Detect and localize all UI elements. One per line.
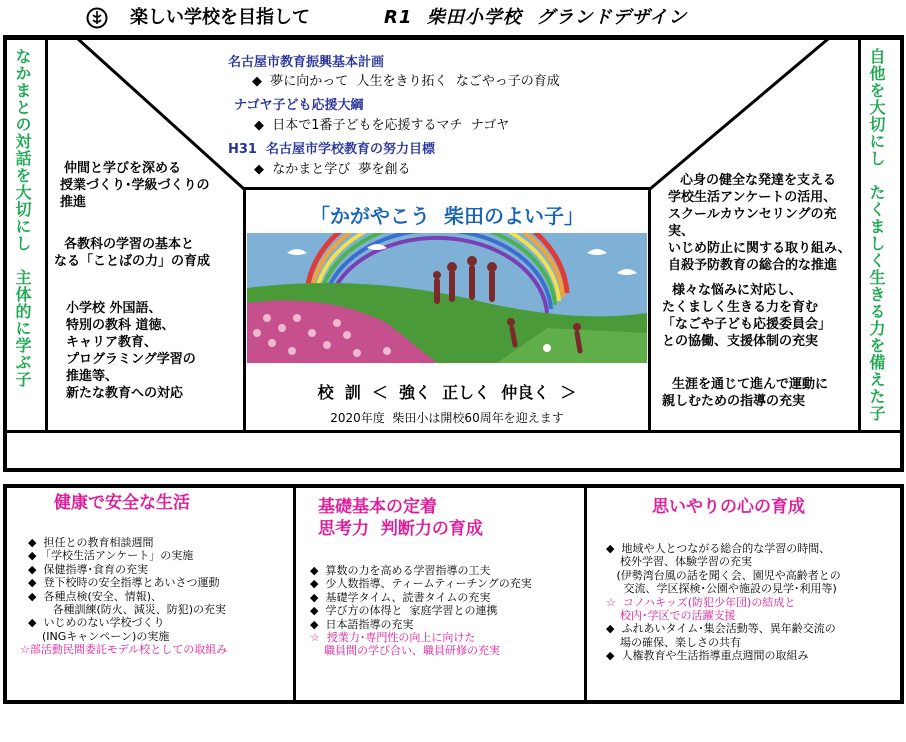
school-motto: 校 訓 ＜ 強く 正しく 仲良く ＞	[317, 383, 577, 402]
list-item: 校外学習、体験学習の充実	[606, 555, 752, 569]
list-item: ◆ 学び方の体得と 家庭学習との連携	[310, 604, 498, 618]
bottom-divider-2	[584, 486, 587, 702]
anniversary-note: 2020年度 柴田小は開校60周年を迎えます	[330, 411, 564, 425]
list-item: ◆ 日本語指導の充実	[310, 617, 414, 631]
list-item: ◆ 担任との教育相談週間	[28, 536, 154, 549]
list-item: ☆部活動民間委託モデル校としての取組み	[20, 643, 228, 657]
plan-heading: 名古屋市教育振興基本計画	[228, 55, 385, 70]
col-title: 思考力 判断力の育成	[318, 519, 483, 539]
list-item: ◆ 人権教育や生活指導重点週間の取組み	[606, 649, 809, 663]
left-item-1: 仲間と学びを深める 授業づくり･学級づくりの 推進	[60, 161, 210, 210]
list-item: ◆ 登下校時の安全指導とあいさつ運動	[28, 576, 220, 590]
bottom-frame-left	[3, 484, 7, 704]
list-item: 交流、学区探検･公園や施設の見学･利用等)	[606, 582, 837, 596]
school-mural-image	[247, 233, 647, 363]
list-item: ◆ いじめのない学校づくり	[28, 616, 165, 630]
right-vertical-goal: 自他を大切にし たくましく生きる力を備えた子	[867, 48, 886, 422]
list-item: ◆ 「学校生活アンケート」の実施	[28, 549, 194, 563]
bottom-frame-right	[900, 484, 904, 704]
col-title: 思いやりの心の育成	[652, 497, 805, 517]
list-item: ☆ コノハキッズ(防犯少年団)の結成と	[606, 595, 796, 609]
col-items	[606, 542, 898, 663]
left-item-2: 各教科の学習の基本と なる「ことばの力」の育成	[54, 237, 211, 269]
top-center-plans	[226, 54, 656, 180]
col-title: 基礎基本の定着	[318, 497, 437, 517]
plan-heading: ナゴヤ子ども応援大綱	[234, 98, 364, 113]
list-item: (伊勢湾台風の話を聞く会、園児や高齢者との	[606, 568, 841, 582]
col-items	[310, 564, 582, 658]
list-item: ◆ 各種点検(安全、情報)、	[28, 589, 163, 603]
list-item: ☆ 授業力･専門性の向上に向けた	[310, 631, 476, 645]
bottom-col-health	[10, 492, 292, 657]
left-vertical-goal: なかまとの対話を大切にし 主体的に学ぶ子	[13, 48, 32, 388]
plan-item: ◆ なかまと学び 夢を創る	[254, 162, 411, 177]
plan-item: ◆ 日本で1番子どもを応援するマチ ナゴヤ	[254, 118, 510, 133]
left-item-3: 小学校 外国語、 特別の教科 道徳、 キャリア教育、 プログラミング学習の 推進等、 新たな教育への対応	[66, 301, 196, 401]
list-item: (INGキャンペーン)の実施	[28, 629, 170, 643]
col-title: 健康で安全な生活	[54, 493, 190, 513]
col-items	[20, 536, 292, 657]
list-item: 場の確保、楽しさの共有	[606, 635, 741, 649]
bottom-frame-top	[3, 484, 904, 488]
list-item: ◆ 保健指導･食育の充実	[28, 562, 148, 576]
school-slogan: 「かがやこう 柴田のよい子」	[310, 204, 584, 228]
bottom-col-kindness	[592, 496, 898, 663]
list-item: ◆ 地域や人とつながる総合的な学習の時間、	[606, 542, 831, 555]
bottom-frame-bottom	[3, 700, 904, 704]
plan-item: ◆ 夢に向かって 人生をきり拓く なごやっ子の育成	[252, 74, 560, 89]
list-item: ◆ 少人数指導、ティームティーチングの充実	[310, 577, 532, 591]
list-item: ◆ 算数の力を高める学習指導の工夫	[310, 564, 491, 577]
list-item: 校内･学区での活躍支援	[606, 609, 736, 623]
header-title-left: 楽しい学校を目指して	[130, 7, 310, 28]
list-item: ◆ ふれあいタイム･集会活動等、異年齢交流の	[606, 622, 836, 636]
list-item: ◆ 基礎学タイム、読書タイムの充実	[310, 590, 491, 604]
right-item-1: 心身の健全な発達を支える 学校生活アンケートの活用、 スクールカウンセリングの充実、 いじめ防止に関する取り組み、 自殺予防教育の総合的な推進	[668, 173, 851, 273]
list-item: 各種訓練(防火、減災、防犯)の充実	[28, 603, 227, 617]
right-item-3: 生涯を通じて進んで運動に 親しむための指導の充実	[662, 377, 829, 409]
plan-heading: H31 名古屋市学校教育の努力目標	[228, 142, 436, 157]
bottom-col-basics	[300, 496, 582, 658]
header-title-right: R1 柴田小学校 グランドデザイン	[384, 7, 688, 28]
right-item-2: 様々な悩みに対応し、 たくましく生きる力を育む 「なごや子ども応援委員会」 との協働、支援体制の充実	[662, 283, 832, 349]
bottom-divider-1	[293, 486, 296, 702]
list-item: 職員間の学び合い、職員研修の充実	[310, 644, 500, 658]
